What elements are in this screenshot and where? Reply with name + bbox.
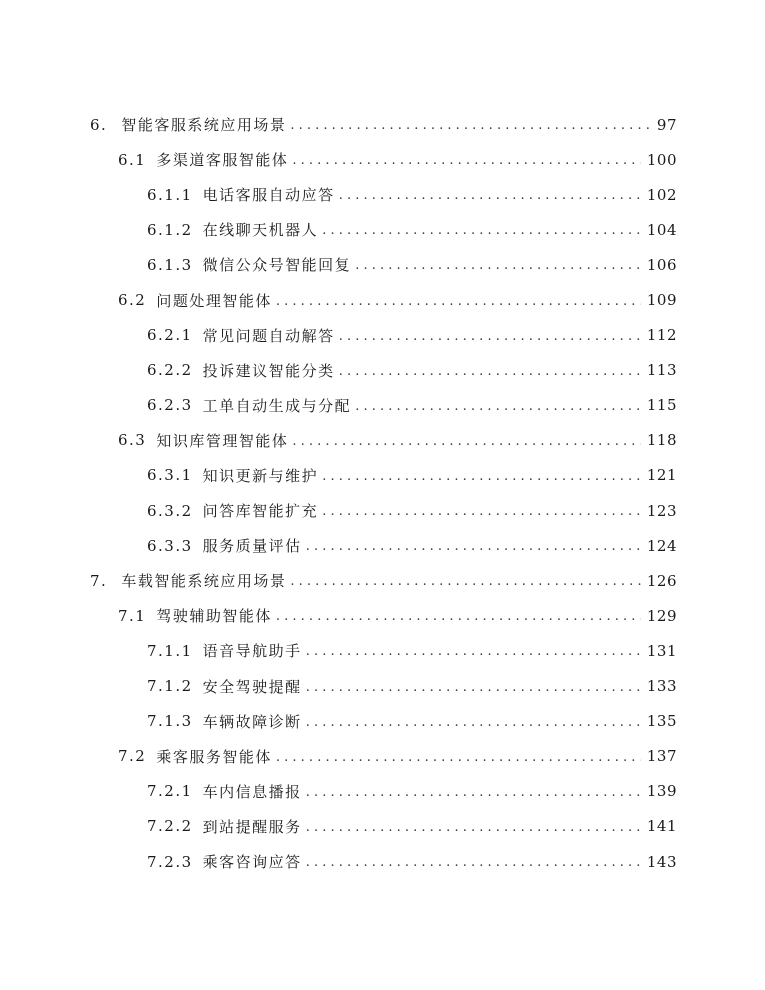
toc-dot-leader: [339, 330, 641, 343]
toc-entry-title: 智能客服系统应用场景: [121, 116, 287, 135]
toc-entry-title: 知识更新与维护: [202, 466, 319, 485]
toc-entry-title: 电话客服自动应答: [202, 186, 335, 205]
toc-entry-page: 115: [646, 396, 677, 415]
toc-entry-title: 知识库管理智能体: [156, 431, 289, 450]
toc-dot-leader: [339, 365, 641, 378]
toc-entry[interactable]: [0, 704, 765, 739]
toc-entry-number: 6.3.3: [147, 536, 193, 555]
toc-entry-page: 106: [646, 255, 677, 274]
toc-entry-number: 6.1.1: [147, 185, 193, 204]
toc-entry-title: 在线聊天机器人: [202, 221, 319, 240]
toc-entry[interactable]: [0, 247, 765, 282]
toc-entry-title: 多渠道客服智能体: [156, 151, 289, 170]
toc-entry[interactable]: [0, 423, 765, 458]
toc-entry-title: 问答库智能扩充: [202, 502, 319, 521]
toc-entry[interactable]: [0, 107, 765, 142]
toc-dot-leader: [355, 400, 641, 413]
toc-entry-page: 97: [656, 115, 677, 134]
toc-entry-number: 7.1: [118, 606, 147, 625]
toc-entry[interactable]: [0, 528, 765, 563]
toc-entry-number: 6.1: [118, 150, 147, 169]
toc-entry-number: 6.3.1: [147, 466, 193, 485]
toc-entry-page: 109: [646, 291, 677, 310]
toc-entry-title: 乘客咨询应答: [202, 853, 302, 872]
toc-dot-leader: [306, 786, 641, 799]
toc-entry-title: 投诉建议智能分类: [202, 361, 335, 380]
toc-entry-page: 126: [646, 571, 677, 590]
toc-entry-page: 113: [646, 361, 677, 380]
toc-entry-page: 143: [646, 852, 677, 871]
toc-entry-page: 123: [646, 501, 677, 520]
toc-entry-number: 6.2: [118, 291, 147, 310]
toc-entry-number: 7.1.2: [147, 677, 193, 696]
toc-entry[interactable]: [0, 669, 765, 704]
toc-entry[interactable]: [0, 844, 765, 879]
toc-entry-page: 102: [646, 185, 677, 204]
toc-entry-page: 135: [646, 712, 677, 731]
toc-entry[interactable]: [0, 633, 765, 668]
toc-entry-title: 乘客服务智能体: [156, 747, 272, 766]
toc-entry-number: 7.2.2: [147, 817, 193, 836]
toc-entry-page: 121: [646, 466, 677, 485]
toc-entry[interactable]: [0, 774, 765, 809]
toc-entry-title: 车载智能系统应用场景: [121, 572, 287, 591]
toc-entry-number: 7.2.1: [147, 782, 193, 801]
toc-entry-page: 139: [646, 782, 677, 801]
toc-dot-leader: [322, 470, 641, 483]
toc-entry[interactable]: [0, 318, 765, 353]
toc-entry[interactable]: [0, 598, 765, 633]
toc-entry-page: 124: [646, 536, 677, 555]
toc-entry-page: 100: [646, 150, 677, 169]
toc-entry[interactable]: [0, 282, 765, 317]
toc-dot-leader: [322, 224, 641, 237]
toc-entry[interactable]: [0, 493, 765, 528]
toc-entry-page: 112: [646, 326, 677, 345]
toc-entry-title: 工单自动生成与分配: [202, 396, 352, 415]
toc-entry-page: 129: [646, 606, 677, 625]
toc-entry[interactable]: [0, 739, 765, 774]
toc-entry-number: 7.1.3: [147, 712, 193, 731]
toc-dot-leader: [306, 821, 641, 834]
toc-dot-leader: [276, 751, 641, 764]
toc-dot-leader: [306, 681, 641, 694]
toc-entry-page: 104: [646, 220, 677, 239]
toc-entry-page: 137: [646, 747, 677, 766]
toc-entry[interactable]: [0, 458, 765, 493]
toc-entry-number: 6.3.2: [147, 501, 193, 520]
toc-dot-leader: [276, 610, 641, 623]
toc-entry-title: 问题处理智能体: [156, 291, 272, 310]
toc-entry-number: 6.2.3: [147, 396, 193, 415]
toc-entry-page: 141: [646, 817, 677, 836]
toc-dot-leader: [292, 154, 640, 167]
toc-entry-title: 驾驶辅助智能体: [156, 607, 272, 626]
toc-entry-title: 服务质量评估: [202, 537, 302, 556]
toc-entry-title: 安全驾驶提醒: [202, 677, 302, 696]
toc-dot-leader: [339, 189, 641, 202]
toc-entry-title: 微信公众号智能回复: [202, 256, 352, 275]
toc-entry-number: 6.1.2: [147, 220, 193, 239]
toc-entry-number: 6.: [90, 115, 108, 134]
toc-entry-number: 7.2.3: [147, 852, 193, 871]
toc-dot-leader: [306, 716, 641, 729]
toc-dot-leader: [355, 259, 641, 272]
toc-entry[interactable]: [0, 388, 765, 423]
toc-entry[interactable]: [0, 563, 765, 598]
toc-entry-title: 车辆故障诊断: [202, 712, 302, 731]
table-of-contents: [0, 107, 765, 879]
toc-dot-leader: [292, 435, 640, 448]
toc-entry[interactable]: [0, 177, 765, 212]
toc-entry-title: 车内信息播报: [202, 782, 302, 801]
toc-entry[interactable]: [0, 212, 765, 247]
toc-entry-number: 6.1.3: [147, 255, 193, 274]
toc-entry-page: 131: [646, 641, 677, 660]
toc-entry[interactable]: [0, 353, 765, 388]
toc-dot-leader: [290, 575, 645, 588]
toc-entry[interactable]: [0, 142, 765, 177]
toc-dot-leader: [322, 505, 641, 518]
toc-entry-number: 7.2: [118, 747, 147, 766]
toc-entry-page: 133: [646, 677, 677, 696]
toc-dot-leader: [276, 295, 641, 308]
toc-dot-leader: [306, 856, 641, 869]
toc-entry-number: 7.: [90, 571, 108, 590]
toc-dot-leader: [306, 540, 641, 553]
toc-entry-number: 6.2.1: [147, 326, 193, 345]
toc-entry-number: 7.1.1: [147, 641, 193, 660]
toc-dot-leader: [306, 645, 641, 658]
toc-entry-number: 6.3: [118, 431, 147, 450]
toc-dot-leader: [290, 119, 649, 132]
toc-entry[interactable]: [0, 809, 765, 844]
toc-entry-number: 6.2.2: [147, 361, 193, 380]
toc-entry-page: 118: [646, 431, 677, 450]
toc-entry-title: 常见问题自动解答: [202, 326, 335, 345]
toc-entry-title: 到站提醒服务: [202, 817, 302, 836]
toc-entry-title: 语音导航助手: [202, 642, 302, 661]
